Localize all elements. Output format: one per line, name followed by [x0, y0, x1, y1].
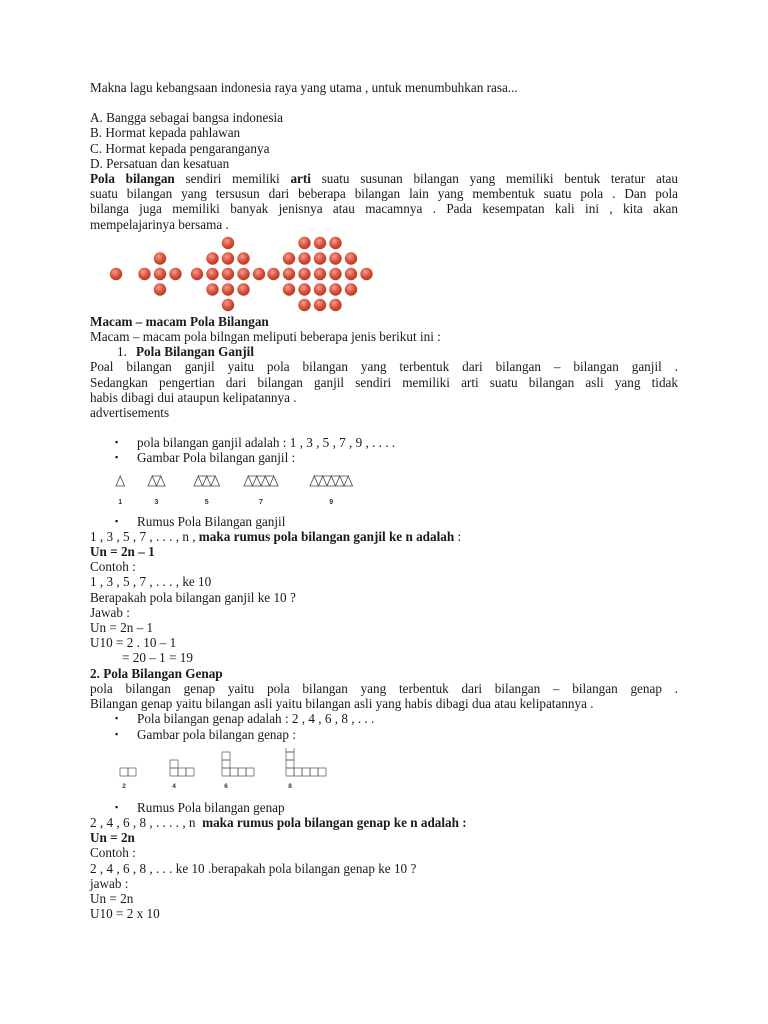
pattern-dot	[222, 283, 234, 295]
pattern-dot	[206, 252, 218, 264]
ganjil-question: Berapakah pola bilangan ganjil ke 10 ?	[90, 589, 296, 605]
square-cell	[286, 760, 294, 768]
square-cell	[286, 752, 294, 760]
pattern-dot	[314, 252, 326, 264]
pattern-dot	[222, 252, 234, 264]
square-cell	[120, 768, 128, 776]
pattern-dot	[222, 268, 234, 280]
square-pattern-figure	[116, 748, 376, 798]
square-bullet-icon: ▪	[115, 713, 119, 724]
pattern-dot	[329, 268, 341, 280]
square-cell	[222, 752, 230, 760]
pattern-dot	[237, 283, 249, 295]
pattern-dot	[329, 283, 341, 295]
square-cell	[178, 768, 186, 776]
square-cell	[246, 768, 254, 776]
ganjil-line-3: habis dibagi dui ataupun kelipatannya .	[90, 389, 297, 405]
square-cell	[222, 760, 230, 768]
genap-step-1: Un = 2n	[90, 890, 134, 906]
ganjil-formula: Un = 2n – 1	[90, 544, 155, 560]
square-label: 8	[288, 782, 292, 790]
ganjil-rumus: 1 , 3 , 5 , 7 , . . . , n , maka rumus pola bilangan ganjil ke n adalah :	[90, 528, 462, 544]
pattern-dot	[345, 252, 357, 264]
intro-arti: arti	[290, 171, 311, 187]
pattern-dot	[314, 268, 326, 280]
pattern-dot	[298, 268, 310, 280]
pattern-dot	[298, 299, 310, 311]
pattern-dot	[206, 268, 218, 280]
ganjil-bullet-1: ▪ pola bilangan ganjil adalah : 1 , 3 , 5 , 7 , 9 , . . . .	[115, 435, 396, 451]
square-label: 2	[122, 782, 126, 790]
triangle-label: 9	[329, 498, 334, 506]
square-cell	[286, 768, 294, 776]
dot-pattern-figure	[104, 234, 404, 314]
pattern-dot	[154, 252, 166, 264]
pattern-dot	[169, 268, 181, 280]
triangle-shape	[116, 476, 125, 486]
square-cell	[170, 760, 178, 768]
pattern-dot	[314, 299, 326, 311]
document-page	[90, 80, 678, 921]
triangle-shape	[148, 476, 165, 486]
pattern-dot	[298, 283, 310, 295]
genap-step-2: U10 = 2 x 10	[90, 906, 160, 922]
ganjil-contoh: Contoh :	[90, 559, 136, 575]
pattern-dot	[314, 283, 326, 295]
pattern-dot	[206, 283, 218, 295]
pattern-dot	[360, 268, 372, 280]
ganjil-step-2: U10 = 2 . 10 – 1	[90, 635, 177, 651]
genap-bullet-3: ▪ Rumus Pola bilangan genap	[115, 799, 285, 815]
genap-bullet-1: ▪ Pola bilangan genap adalah : 2 , 4 , 6 , 8 , . . .	[115, 711, 375, 727]
square-cell	[318, 768, 326, 776]
option-d: D. Persatuan dan kesatuan	[90, 155, 230, 171]
square-cell	[238, 768, 246, 776]
ganjil-heading: 1. Pola Bilangan Ganjil	[117, 344, 254, 360]
ganjil-bullet-3: ▪ Rumus Pola Bilangan ganjil	[115, 513, 286, 529]
pattern-dot	[154, 268, 166, 280]
pattern-dot	[222, 237, 234, 249]
square-cell	[294, 768, 302, 776]
square-cell	[186, 768, 194, 776]
square-cell	[286, 748, 294, 752]
macam-text: Macam – macam pola bilngan meliputi beberapa jenis berikut ini :	[90, 329, 441, 345]
pattern-dot	[345, 268, 357, 280]
pattern-dot	[237, 252, 249, 264]
square-bullet-icon: ▪	[115, 515, 119, 526]
square-cell	[302, 768, 310, 776]
triangle-label: 5	[204, 498, 209, 506]
pattern-dot	[283, 252, 295, 264]
triangle-shape	[194, 476, 220, 486]
triangle-shape	[310, 476, 353, 486]
advertisements-label: advertisements	[90, 405, 170, 421]
intro-line-2: suatu bilangan yang tersusun dari beberapa bilangan lain yang membentuk suatu pola . Dan pola	[90, 186, 678, 202]
genap-line-1: pola bilangan genap yaitu pola bilangan yang terbentuk dari bilangan – bilangan genap .	[90, 680, 678, 696]
pattern-dot	[110, 268, 122, 280]
ganjil-bullet-2: ▪ Gambar Pola bilangan ganjil :	[115, 450, 296, 466]
triangle-label: 7	[259, 498, 263, 506]
ganjil-jawab: Jawab :	[90, 604, 130, 620]
pattern-dot	[191, 268, 203, 280]
pattern-dot	[298, 237, 310, 249]
pattern-dot	[138, 268, 150, 280]
genap-heading: 2. Pola Bilangan Genap	[90, 665, 223, 681]
question-text: Makna lagu kebangsaan indonesia raya yang utama , untuk menumbuhkan rasa...	[90, 80, 518, 95]
intro-line-4: mempelajarinya bersama .	[90, 216, 229, 232]
square-label: 6	[224, 782, 228, 790]
triangle-label: 3	[154, 498, 159, 506]
pattern-dot	[329, 299, 341, 311]
genap-formula: Un = 2n	[90, 830, 135, 846]
pattern-dot	[298, 252, 310, 264]
ganjil-step-3: = 20 – 1 = 19	[122, 650, 193, 666]
genap-line-2: Bilangan genap yaitu bilangan asli yaitu bilangan asli yang habis dibagi dua atau kelipatannya .	[90, 696, 594, 712]
genap-contoh-seq: 2 , 4 , 6 , 8 , . . . ke 10 .berapakah pola bilangan genap ke 10 ?	[90, 860, 417, 876]
pattern-dot	[314, 237, 326, 249]
ganjil-line-2: Sedangkan pengertian dari bilangan ganjil sendiri memiliki arti suatu bilangan asli yang tidak	[90, 374, 678, 390]
square-bullet-icon: ▪	[115, 801, 119, 812]
ganjil-step-1: Un = 2n – 1	[90, 620, 154, 636]
option-c: C. Hormat kepada pengaranganya	[90, 140, 270, 156]
pattern-dot	[329, 252, 341, 264]
square-bullet-icon: ▪	[115, 452, 119, 463]
genap-contoh: Contoh :	[90, 845, 136, 861]
macam-heading: Macam – macam Pola Bilangan	[90, 313, 269, 329]
intro-line-1: Pola bilangan sendiri memiliki arti suatu susunan bilangan yang memiliki bentuk teratur atau	[90, 171, 678, 187]
triangle-label: 1	[118, 498, 123, 506]
pattern-dot	[253, 268, 265, 280]
option-a: A. Bangga sebagai bangsa indonesia	[90, 110, 283, 126]
square-cell	[170, 768, 178, 776]
triangle-shape	[244, 476, 278, 486]
genap-rumus: 2 , 4 , 6 , 8 , . . . . , n maka rumus pola bilangan genap ke n adalah :	[90, 814, 467, 830]
pattern-dot	[283, 268, 295, 280]
square-cell	[128, 768, 136, 776]
pattern-dot	[283, 283, 295, 295]
square-cell	[222, 768, 230, 776]
intro-line-3: bilanga juga memiliki banyak jenisnya atau macamnya . Pada kesempatan kali ini , kita akan	[90, 201, 678, 217]
pattern-dot	[237, 268, 249, 280]
triangle-pattern-figure	[112, 472, 392, 512]
pattern-dot	[345, 283, 357, 295]
pattern-dot	[267, 268, 279, 280]
ganjil-line-1: Poal bilangan ganjil yaitu pola bilangan yang terbentuk dari bilangan – bilangan ganjil .	[90, 359, 678, 375]
square-cell	[310, 768, 318, 776]
square-bullet-icon: ▪	[115, 728, 119, 739]
square-bullet-icon: ▪	[115, 437, 119, 448]
pattern-dot	[154, 283, 166, 295]
genap-bullet-2: ▪ Gambar pola bilangan genap :	[115, 726, 296, 742]
option-b: B. Hormat kepada pahlawan	[90, 125, 241, 141]
ganjil-contoh-seq: 1 , 3 , 5 , 7 , . . . , ke 10	[90, 574, 212, 590]
intro-term: Pola bilangan	[90, 171, 175, 187]
square-label: 4	[172, 782, 176, 790]
genap-jawab: jawab :	[90, 875, 129, 891]
square-cell	[230, 768, 238, 776]
pattern-dot	[222, 299, 234, 311]
pattern-dot	[329, 237, 341, 249]
